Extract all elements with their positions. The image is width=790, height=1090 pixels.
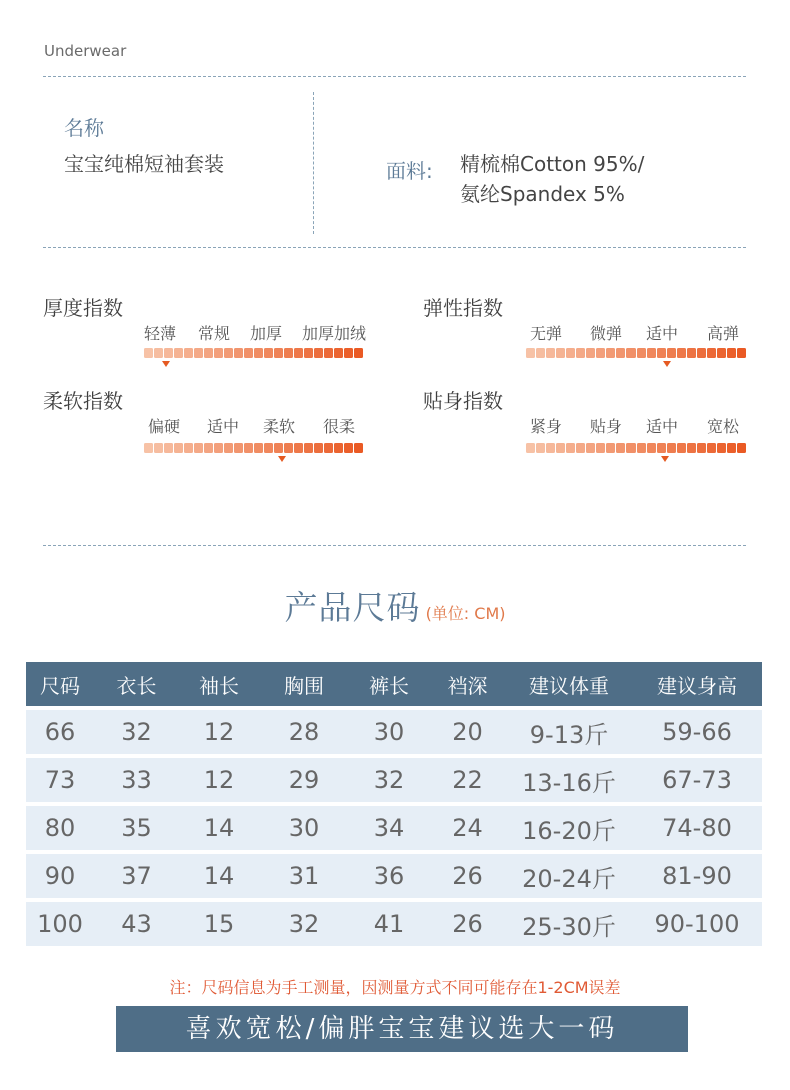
fabric-label: 面料:: [386, 159, 433, 183]
bar-segment: [737, 443, 746, 453]
size-title: 产品尺码: [284, 588, 421, 627]
table-cell: 32: [94, 710, 179, 754]
bar-segment: [234, 348, 243, 358]
table-header-cell: 胸围: [259, 662, 349, 706]
bar-segment: [324, 443, 333, 453]
bar-segment: [616, 443, 625, 453]
bar-segment: [707, 443, 716, 453]
table-cell: 12: [179, 710, 259, 754]
table-cell: 67-73: [632, 758, 762, 802]
bar-segment: [324, 348, 333, 358]
bar-segment: [294, 348, 303, 358]
table-row: [26, 758, 762, 802]
bar-segment: [626, 443, 635, 453]
table-row: [26, 710, 762, 754]
softness-index: [43, 385, 383, 465]
bar-segment: [154, 348, 163, 358]
bar-segment: [204, 348, 213, 358]
name-label: 名称: [64, 116, 104, 140]
fit-index: [423, 385, 763, 465]
divider-bottom: [43, 545, 746, 546]
bar-segment: [737, 348, 746, 358]
bar-segment: [334, 443, 343, 453]
bar-segment: [616, 348, 625, 358]
elasticity-index: [423, 292, 763, 372]
bar-segment: [294, 443, 303, 453]
index-option: 微弹: [590, 324, 623, 343]
bar-segment: [164, 348, 173, 358]
bar-segment: [657, 443, 666, 453]
table-cell: 30: [259, 806, 349, 850]
measurement-note: 注：尺码信息为手工测量，因测量方式不同可能存在1-2CM误差: [169, 978, 621, 997]
bar-segment: [314, 443, 323, 453]
table-cell: 81-90: [632, 854, 762, 898]
bar-segment: [566, 348, 575, 358]
bar-segment: [606, 443, 615, 453]
bar-segment: [224, 443, 233, 453]
bar-segment: [304, 348, 313, 358]
bar-segment: [244, 443, 253, 453]
bar-segment: [647, 348, 656, 358]
table-row: [26, 806, 762, 850]
table-cell: 100: [26, 902, 94, 946]
bar-segment: [274, 443, 283, 453]
bar-segment: [637, 443, 646, 453]
index-title: 柔软指数: [43, 389, 123, 413]
index-option: 轻薄: [144, 324, 177, 343]
bar-segment: [697, 348, 706, 358]
bar-segment: [576, 443, 585, 453]
bar-segment: [214, 348, 223, 358]
bar-segment: [314, 348, 323, 358]
table-cell: 74-80: [632, 806, 762, 850]
divider-vertical: [313, 92, 314, 234]
bar-segment: [586, 348, 595, 358]
bar-segment: [184, 348, 193, 358]
divider-top: [43, 76, 746, 77]
bar-segment: [556, 348, 565, 358]
bar-segment: [234, 443, 243, 453]
bar-segment: [546, 348, 555, 358]
bar-segment: [717, 348, 726, 358]
table-cell: 37: [94, 854, 179, 898]
table-cell: 32: [259, 902, 349, 946]
bar-segment: [204, 443, 213, 453]
table-cell: 25-30斤: [506, 902, 632, 946]
bar-segment: [586, 443, 595, 453]
table-header-cell: 衣长: [94, 662, 179, 706]
index-option: 适中: [646, 324, 679, 343]
table-cell: 26: [429, 902, 506, 946]
bar-segment: [304, 443, 313, 453]
table-body: [26, 710, 762, 946]
index-title: 贴身指数: [423, 389, 503, 413]
table-cell: 36: [349, 854, 429, 898]
bar-segment: [334, 348, 343, 358]
bar-segment: [184, 443, 193, 453]
bar-segment: [284, 348, 293, 358]
bar-segment: [697, 443, 706, 453]
fabric-line-2: 氨纶Spandex 5%: [460, 182, 625, 206]
table-cell: 31: [259, 854, 349, 898]
divider-middle: [43, 247, 746, 248]
table-header-cell: 裆深: [429, 662, 506, 706]
brand-label: Underwear: [44, 42, 127, 60]
bar-segment: [144, 348, 153, 358]
table-header-cell: 建议体重: [506, 662, 632, 706]
index-title: 厚度指数: [43, 296, 123, 320]
bar-segment: [707, 348, 716, 358]
table-row: [26, 854, 762, 898]
table-cell: 33: [94, 758, 179, 802]
index-option: 加厚加绒: [302, 324, 367, 343]
bar-segment: [647, 443, 656, 453]
size-advice-banner: 喜欢宽松/偏胖宝宝建议选大一码: [116, 1006, 688, 1052]
bar-segment: [667, 443, 676, 453]
table-cell: 16-20斤: [506, 806, 632, 850]
bar-segment: [596, 348, 605, 358]
table-cell: 32: [349, 758, 429, 802]
bar-segment: [727, 443, 736, 453]
bar-segment: [244, 348, 253, 358]
bar-segment: [354, 348, 363, 358]
bar-segment: [224, 348, 233, 358]
bar-segment: [194, 443, 203, 453]
table-header-row: [26, 662, 762, 706]
index-option: 宽松: [707, 417, 740, 436]
bar-segment: [344, 443, 353, 453]
bar-segment: [657, 348, 666, 358]
bar-segment: [626, 348, 635, 358]
bar-segment: [606, 348, 615, 358]
bar-segment: [164, 443, 173, 453]
bar-segment: [536, 443, 545, 453]
table-row: [26, 902, 762, 946]
bar-segment: [214, 443, 223, 453]
thickness-index: [43, 292, 383, 372]
index-option: 高弹: [707, 324, 740, 343]
bar-segment: [596, 443, 605, 453]
bar-segment: [556, 443, 565, 453]
bar-segment: [677, 443, 686, 453]
table-cell: 35: [94, 806, 179, 850]
bar-segment: [284, 443, 293, 453]
index-option: 适中: [207, 417, 240, 436]
bar-segment: [254, 443, 263, 453]
bar-segment: [576, 348, 585, 358]
index-option: 无弹: [530, 324, 563, 343]
index-marker: [162, 361, 170, 367]
bar-segment: [536, 348, 545, 358]
bar-segment: [677, 348, 686, 358]
table-cell: 90-100: [632, 902, 762, 946]
bar-segment: [526, 443, 535, 453]
bar-segment: [264, 443, 273, 453]
table-cell: 90: [26, 854, 94, 898]
bar-segment: [274, 348, 283, 358]
index-option: 适中: [646, 417, 679, 436]
table-cell: 66: [26, 710, 94, 754]
table-cell: 80: [26, 806, 94, 850]
bar-segment: [254, 348, 263, 358]
table-cell: 26: [429, 854, 506, 898]
bar-segment: [717, 443, 726, 453]
table-cell: 73: [26, 758, 94, 802]
bar-segment: [174, 443, 183, 453]
table-cell: 20: [429, 710, 506, 754]
table-cell: 9-13斤: [506, 710, 632, 754]
product-name: 宝宝纯棉短袖套装: [64, 152, 224, 176]
size-section-title: [0, 582, 790, 629]
table-cell: 24: [429, 806, 506, 850]
size-table: [26, 658, 762, 950]
table-cell: 12: [179, 758, 259, 802]
table-cell: 43: [94, 902, 179, 946]
table-header-cell: 裤长: [349, 662, 429, 706]
bar-segment: [687, 348, 696, 358]
index-marker: [278, 456, 286, 462]
bar-segment: [344, 348, 353, 358]
bar-segment: [667, 348, 676, 358]
table-header-cell: 建议身高: [632, 662, 762, 706]
table-cell: 22: [429, 758, 506, 802]
bar-segment: [566, 443, 575, 453]
table-cell: 34: [349, 806, 429, 850]
bar-segment: [174, 348, 183, 358]
bar-segment: [687, 443, 696, 453]
bar-segment: [264, 348, 273, 358]
index-bar: [526, 443, 746, 453]
fabric-line-1: 精梳棉Cotton 95%/: [460, 152, 645, 176]
table-cell: 14: [179, 806, 259, 850]
table-cell: 41: [349, 902, 429, 946]
table-cell: 29: [259, 758, 349, 802]
index-marker: [663, 361, 671, 367]
index-option: 加厚: [250, 324, 283, 343]
index-option: 柔软: [263, 417, 296, 436]
index-bar: [144, 348, 363, 358]
table-cell: 14: [179, 854, 259, 898]
table-cell: 30: [349, 710, 429, 754]
index-bar: [526, 348, 746, 358]
table-cell: 59-66: [632, 710, 762, 754]
size-unit: (单位: CM): [425, 604, 506, 623]
index-option: 很柔: [323, 417, 356, 436]
bar-segment: [727, 348, 736, 358]
table-cell: 15: [179, 902, 259, 946]
index-option: 紧身: [530, 417, 563, 436]
table-cell: 13-16斤: [506, 758, 632, 802]
table-cell: 20-24斤: [506, 854, 632, 898]
bar-segment: [144, 443, 153, 453]
index-marker: [661, 456, 669, 462]
index-option: 偏硬: [148, 417, 181, 436]
table-cell: 28: [259, 710, 349, 754]
index-option: 贴身: [590, 417, 623, 436]
bar-segment: [154, 443, 163, 453]
table-header-cell: 尺码: [26, 662, 94, 706]
index-title: 弹性指数: [423, 296, 503, 320]
index-option: 常规: [198, 324, 231, 343]
bar-segment: [637, 348, 646, 358]
bar-segment: [546, 443, 555, 453]
table-header-cell: 袖长: [179, 662, 259, 706]
index-bar: [144, 443, 363, 453]
bar-segment: [194, 348, 203, 358]
bar-segment: [526, 348, 535, 358]
bar-segment: [354, 443, 363, 453]
